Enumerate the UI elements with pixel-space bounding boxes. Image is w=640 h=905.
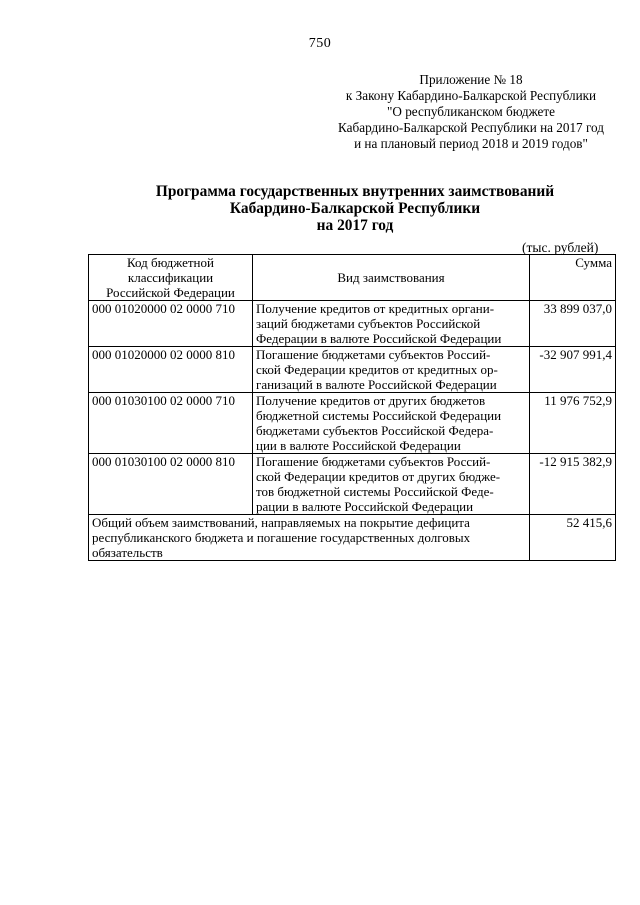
total-sum-cell: 52 415,6 xyxy=(530,515,616,561)
type-line: Погашение бюджетами субъектов Россий- xyxy=(256,347,491,362)
appendix-line: к Закону Кабардино-Балкарской Республики xyxy=(345,88,597,103)
type-cell xyxy=(253,454,530,515)
code-cell: 000 01030100 02 0000 710 xyxy=(89,393,253,454)
header-line: классификации xyxy=(127,270,214,285)
type-column-header: Вид заимствования xyxy=(253,255,530,301)
type-line: Получение кредитов от других бюджетов xyxy=(256,393,486,408)
table-row xyxy=(89,347,616,393)
page-number: 750 xyxy=(308,36,332,51)
code-cell: 000 01030100 02 0000 810 xyxy=(89,454,253,515)
code-cell: 000 01020000 02 0000 810 xyxy=(89,347,253,393)
code-cell: 000 01020000 02 0000 710 xyxy=(89,301,253,347)
appendix-line: "О республиканском бюджете xyxy=(386,104,556,119)
sum-cell: -12 915 382,9 xyxy=(530,454,616,515)
type-cell xyxy=(253,393,530,454)
appendix-note xyxy=(330,72,612,152)
type-line: заций бюджетами субъектов Российской xyxy=(256,316,481,331)
appendix-line: Кабардино-Балкарской Республики на 2017 год xyxy=(338,120,604,135)
units-label: (тыс. рублей) xyxy=(522,240,599,255)
header-line: Код бюджетной xyxy=(127,255,214,270)
table-row xyxy=(89,454,616,515)
type-line: Федерации в валюте Российской Федерации xyxy=(256,331,502,346)
type-line: бюджетной системы Российской Федерации xyxy=(256,408,502,423)
appendix-line: Приложение № 18 xyxy=(419,72,523,87)
type-line: ции в валюте Российской Федерации xyxy=(256,438,461,453)
total-label-line: Общий объем заимствований, направляемых на покрытие дефицита xyxy=(92,515,470,530)
type-line: бюджетами субъектов Российской Федера- xyxy=(256,423,494,438)
type-line: тов бюджетной системы Российской Феде- xyxy=(256,484,494,499)
type-line: ганизаций в валюте Российской Федерации xyxy=(256,377,497,392)
type-line: Получение кредитов от кредитных органи- xyxy=(256,301,495,316)
total-label-line: обязательств xyxy=(92,545,163,560)
table-header-row xyxy=(89,255,616,301)
title-line: Программа государственных внутренних заимствований xyxy=(155,183,555,200)
title-line: на 2017 год xyxy=(316,217,394,234)
document-title xyxy=(0,183,640,234)
type-line: ской Федерации кредитов от кредитных ор- xyxy=(256,362,498,377)
type-cell xyxy=(253,301,530,347)
header-line: Российской Федерации xyxy=(106,285,235,300)
sum-column-header: Сумма xyxy=(530,255,616,301)
type-cell xyxy=(253,347,530,393)
sum-cell: 33 899 037,0 xyxy=(530,301,616,347)
type-line: Погашение бюджетами субъектов Россий- xyxy=(256,454,491,469)
appendix-line: и на плановый период 2018 и 2019 годов" xyxy=(354,136,588,151)
total-label-line: республиканского бюджета и погашение государственных долговых xyxy=(92,530,471,545)
type-line: ской Федерации кредитов от других бюдже- xyxy=(256,469,501,484)
table-row xyxy=(89,301,616,347)
sum-cell: -32 907 991,4 xyxy=(530,347,616,393)
total-label-cell xyxy=(89,515,530,561)
type-line: рации в валюте Российской Федерации xyxy=(256,499,474,514)
sum-cell: 11 976 752,9 xyxy=(530,393,616,454)
total-row xyxy=(89,515,616,561)
code-column-header xyxy=(89,255,253,301)
title-line: Кабардино-Балкарской Республики xyxy=(229,200,481,217)
borrowing-table xyxy=(88,254,616,561)
table-row xyxy=(89,393,616,454)
